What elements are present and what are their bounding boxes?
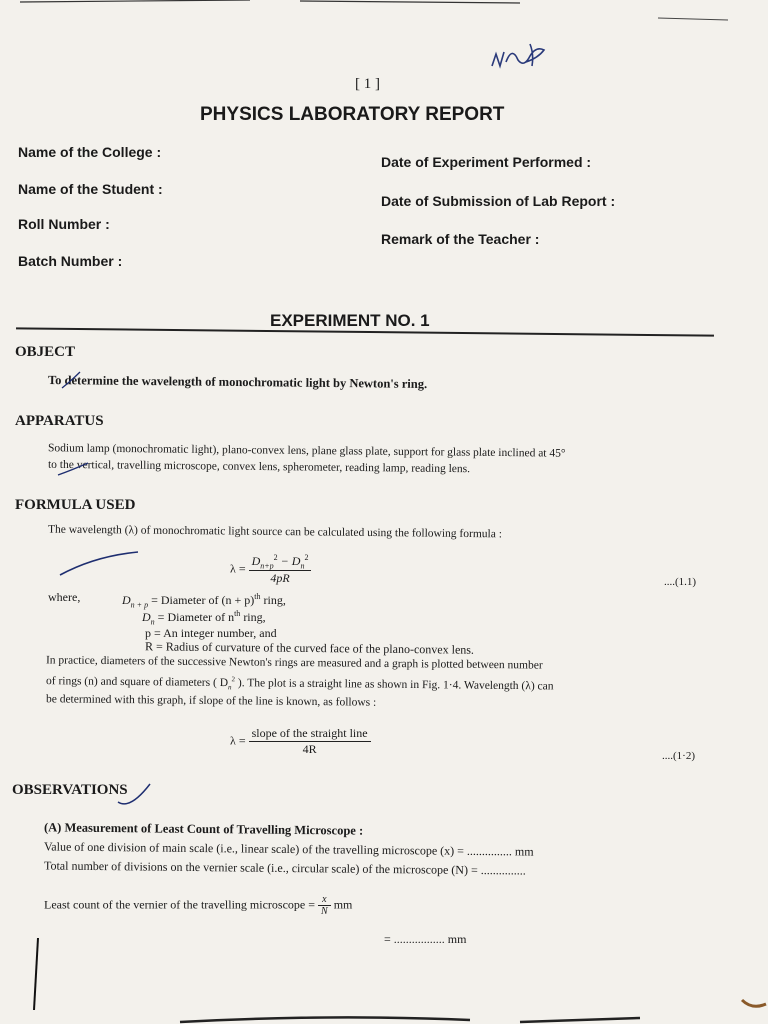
def2-end: ring,: [240, 610, 266, 624]
definition-r: R = Radius of curvature of the curved face of the plano-convex lens.: [144, 639, 475, 657]
date-submission-label: Date of Submission of Lab Report :: [381, 193, 616, 209]
def2-symbol: D: [142, 610, 151, 624]
eq-number-1: ....(1.1): [664, 576, 697, 588]
object-text: To determine the wavelength of monochromatic light by Newton's ring.: [47, 373, 428, 391]
lambda-symbol: λ =: [230, 561, 246, 576]
vernier-divisions-line: Total number of divisions on the vernier scale (i.e., circular scale) of the microscope (N) = ...............: [43, 858, 526, 878]
experiment-title: EXPERIMENT NO. 1: [270, 311, 430, 330]
least-count-label: Least count of the vernier of the travelling microscope =: [44, 897, 316, 912]
page-number: [ 1 ]: [355, 76, 380, 92]
remark-label: Remark of the Teacher :: [381, 231, 540, 247]
student-label: Name of the Student :: [18, 181, 163, 197]
practice-line-1: In practice, diameters of the successive Newton's rings are measured and a graph is plotted between number: [45, 654, 543, 672]
apparatus-line-1: Sodium lamp (monochromatic light), plano-convex lens, plane glass plate, support for glass plate inclined at 45°: [47, 442, 566, 460]
date-performed-label: Date of Experiment Performed :: [381, 154, 592, 170]
slope-numerator: slope of the straight line: [249, 726, 371, 742]
def1-end: ring,: [260, 593, 286, 607]
report-title: PHYSICS LABORATORY REPORT: [200, 104, 505, 125]
observations-heading: OBSERVATIONS: [12, 782, 128, 798]
numerator-minus-d-n: − D: [280, 554, 301, 568]
def2-subscript: n: [150, 617, 155, 627]
where-label: where,: [48, 590, 81, 604]
object-heading: OBJECT: [15, 344, 76, 360]
apparatus-heading: APPARATUS: [15, 413, 104, 429]
lc-denominator: N: [321, 906, 328, 917]
eq-number-2: ....(1·2): [662, 750, 695, 762]
roll-label: Roll Number :: [18, 216, 110, 232]
def2-text: = Diameter of n: [157, 610, 235, 624]
least-count-result: = ................. mm: [384, 932, 467, 946]
formula-intro: The wavelength (λ) of monochromatic light source can be calculated using the following formula :: [47, 523, 502, 541]
slope-denominator: 4R: [302, 742, 317, 756]
practice-line-2b: ). The plot is a straight line as shown in Fig. 1·4. Wavelength (λ) can: [234, 677, 554, 693]
practice-line-2: of rings (n) and square of diameters ( $D_n^2$ ). The plot is a straight line as shown in Fig. 1·4. Wavelength (λ) can: [45, 675, 554, 693]
denominator: 4pR: [270, 571, 290, 586]
apparatus-line-2: to the vertical, travelling microscope, convex lens, spherometer, reading lamp, reading lens.: [47, 458, 471, 476]
practice-line-2a: of rings (n) and square of diameters ( D: [45, 675, 229, 690]
def1-sup: th: [254, 592, 261, 601]
lc-numerator: x: [322, 894, 327, 905]
least-count-unit: mm: [333, 897, 353, 912]
def2-sup: th: [234, 609, 241, 618]
practice-line-3: be determined with this graph, if slope of the line is known, as follows :: [45, 693, 377, 709]
formula-fraction: $\frac{D_{n+p}^2 - D_n^2}{4pR}$: [249, 553, 312, 586]
observations-subheading-a: (A) Measurement of Least Count of Travelling Microscope :: [43, 820, 364, 838]
main-scale-line: Value of one division of main scale (i.e., linear scale) of the travelling microscope (x) = ............... mm: [43, 839, 534, 859]
college-label: Name of the College :: [18, 144, 162, 160]
def1-subscript: n + p: [130, 600, 149, 610]
formula-heading: FORMULA USED: [15, 497, 136, 513]
batch-label: Batch Number :: [18, 253, 123, 269]
def1-text: = Diameter of (n + p): [151, 593, 255, 607]
formula-1-2: λ = $\frac{\text{slope of the straight line}}{4R}$: [230, 726, 371, 757]
numerator-d-n-plus-p: D: [251, 554, 261, 568]
def1-symbol: D: [122, 593, 131, 607]
definition-p: p = An integer number, and: [145, 626, 277, 640]
